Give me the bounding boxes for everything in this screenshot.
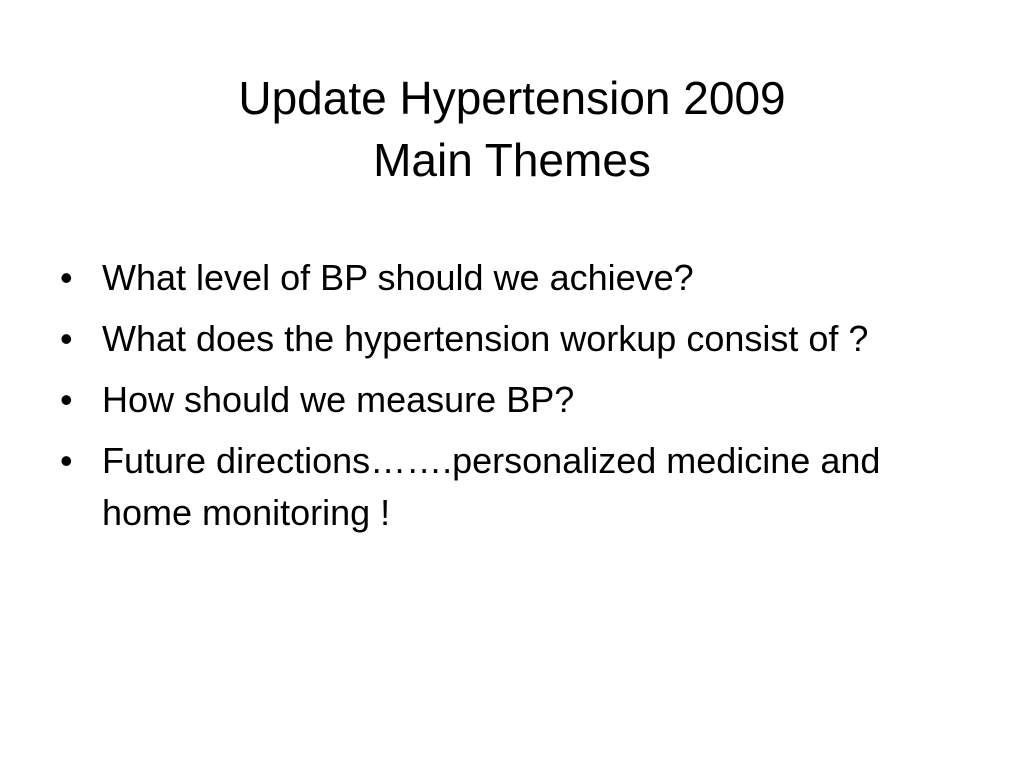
bullet-icon: • (60, 379, 73, 420)
bullet-text: What level of BP should we achieve? (102, 257, 694, 298)
slide-title (0, 67, 1024, 191)
bullet-icon: • (60, 318, 73, 359)
bullet-text: How should we measure BP? (102, 379, 575, 420)
title-line-1: Update Hypertension 2009 (238, 71, 786, 124)
bullet-text: Future directions…….personalized medicine and home monitoring ! (102, 440, 881, 533)
bullet-item (56, 374, 956, 426)
bullet-item (56, 313, 956, 365)
bullet-list (56, 252, 956, 548)
title-line-2: Main Themes (373, 133, 651, 186)
bullet-text: What does the hypertension workup consist of ? (102, 318, 869, 359)
bullet-icon: • (60, 257, 73, 298)
bullet-icon: • (60, 440, 73, 481)
bullet-item (56, 435, 956, 539)
bullet-item (56, 252, 956, 304)
